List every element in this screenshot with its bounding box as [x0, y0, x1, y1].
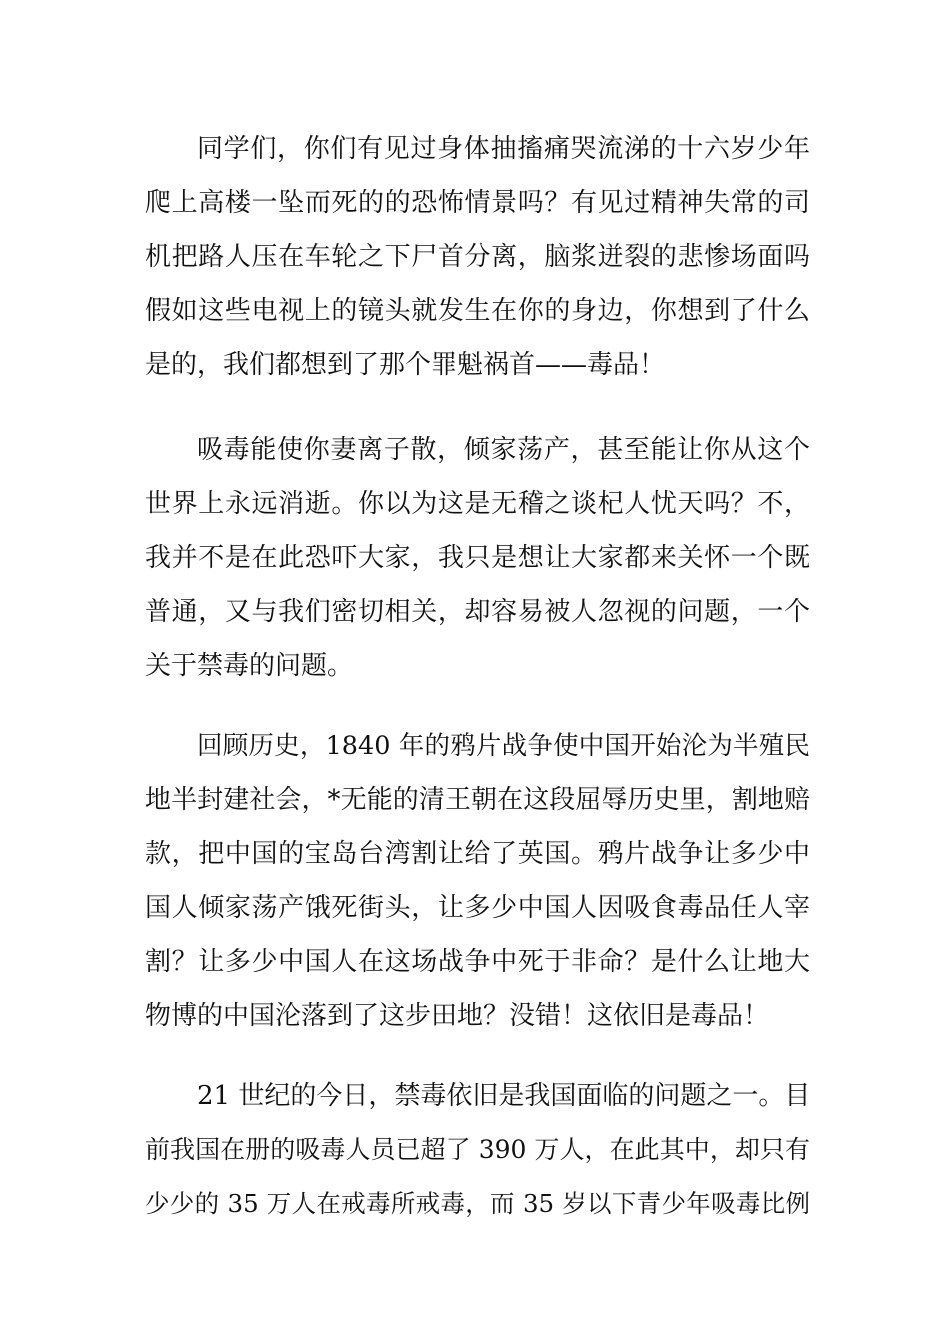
paragraph-line: 同学们，你们有见过身体抽搐痛哭流涕的十六岁少年 [197, 134, 810, 164]
paragraph-4 [145, 1069, 810, 1231]
paragraph-2 [145, 423, 810, 693]
paragraph-line: 机把路人压在车轮之下尸首分离，脑浆迸裂的悲惨场面吗 [145, 242, 810, 272]
paragraph-line: 割？让多少中国人在这场战争中死于非命？是什么让地大 [145, 947, 810, 977]
paragraph-line: 普通，又与我们密切相关，却容易被人忽视的问题，一个 [145, 597, 810, 627]
paragraph-line: 假如这些电视上的镜头就发生在你的身边，你想到了什么 [145, 296, 810, 326]
paragraph-line: 吸毒能使你妻离子散，倾家荡产，甚至能让你从这个 [197, 435, 810, 465]
paragraph-line: 爬上高楼一坠而死的的恐怖情景吗？有见过精神失常的司 [145, 188, 810, 218]
paragraph-line: 世界上永远消逝。你以为这是无稽之谈杞人忧天吗？不， [145, 489, 810, 519]
paragraph-line: 回顾历史，1840 年的鸦片战争使中国开始沦为半殖民 [197, 731, 810, 761]
paragraph-line: 少少的 35 万人在戒毒所戒毒，而 35 岁以下青少年吸毒比例 [145, 1189, 810, 1218]
paragraph-line: 款，把中国的宝岛台湾割让给了英国。鸦片战争让多少中 [145, 839, 810, 869]
paragraph-line: 前我国在册的吸毒人员已超了 390 万人，在此其中，却只有 [145, 1135, 810, 1164]
paragraph-3 [145, 719, 810, 1043]
paragraph-line: 物博的中国沦落到了这步田地？没错！这依旧是毒品！ [145, 1001, 770, 1031]
paragraph-1 [145, 122, 810, 392]
paragraph-line: 地半封建社会，*无能的清王朝在这段屈辱历史里，割地赔 [145, 785, 810, 815]
paragraph-line: 21 世纪的今日，禁毒依旧是我国面临的问题之一。目 [197, 1081, 811, 1111]
paragraph-line: 是的，我们都想到了那个罪魁祸首——毒品！ [145, 350, 666, 380]
paragraph-line: 我并不是在此恐吓大家，我只是想让大家都来关怀一个既 [145, 543, 810, 573]
paragraph-line: 国人倾家荡产饿死街头，让多少中国人因吸食毒品任人宰 [145, 893, 810, 923]
paragraph-line: 关于禁毒的问题。 [145, 651, 354, 681]
